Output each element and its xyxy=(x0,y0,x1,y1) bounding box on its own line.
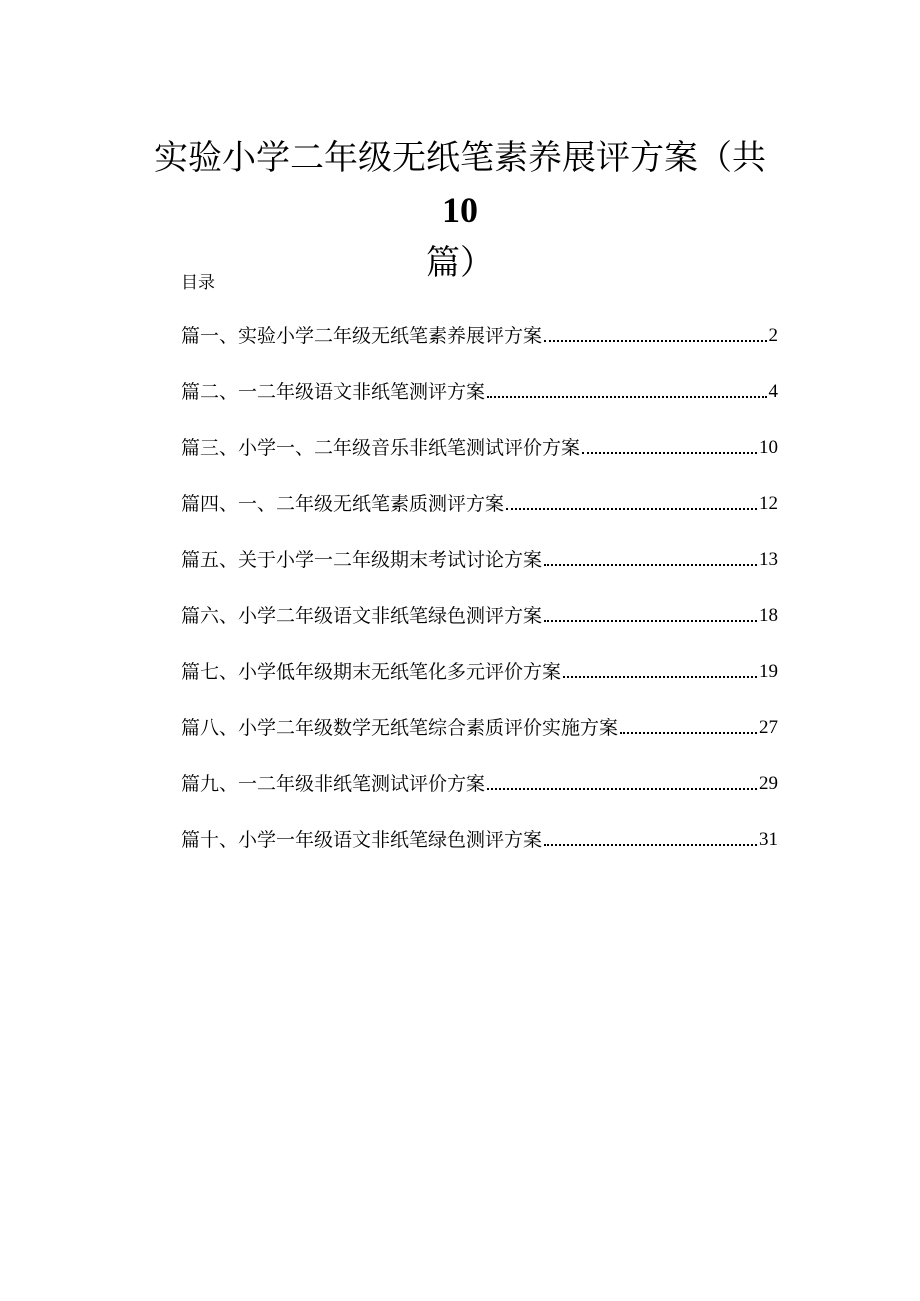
document-title-tail: 篇） xyxy=(426,243,494,283)
toc-entry-label: 篇九、一二年级非纸笔测试评价方案 xyxy=(181,773,486,795)
toc-entry-page: 2 xyxy=(768,325,778,346)
toc-entry[interactable] xyxy=(181,598,778,654)
toc-entry-page: 13 xyxy=(759,549,778,570)
toc-entry-label: 篇八、小学二年级数学无纸笔综合素质评价实施方案 xyxy=(181,717,619,739)
toc-entry[interactable] xyxy=(181,374,778,430)
toc-entry-page: 18 xyxy=(759,605,778,626)
toc-dot-leader xyxy=(487,766,757,790)
toc-entry[interactable] xyxy=(181,766,778,822)
toc-entry[interactable] xyxy=(181,430,778,486)
toc-dot-leader xyxy=(620,710,757,734)
toc-entry-label: 篇二、一二年级语文非纸笔测评方案 xyxy=(181,381,486,403)
toc-dot-leader xyxy=(544,822,757,846)
toc-dot-leader xyxy=(506,486,757,510)
toc-entry-page: 4 xyxy=(768,381,778,402)
document-title-number: 10 xyxy=(442,190,478,230)
toc-entry-page: 27 xyxy=(759,717,778,738)
toc-dot-leader xyxy=(563,654,757,678)
document-title-main: 实验小学二年级无纸笔素养展评方案（共 xyxy=(154,138,766,178)
toc-dot-leader xyxy=(487,374,766,398)
toc-dot-leader xyxy=(582,430,757,454)
toc-entry-label: 篇六、小学二年级语文非纸笔绿色测评方案 xyxy=(181,605,543,627)
toc-heading: 目录 xyxy=(181,273,215,293)
toc-entry-label: 篇一、实验小学二年级无纸笔素养展评方案 xyxy=(181,325,543,347)
toc-entry[interactable] xyxy=(181,654,778,710)
document-title xyxy=(140,132,780,289)
toc-entry-page: 19 xyxy=(759,661,778,682)
toc-dot-leader xyxy=(544,598,757,622)
toc-entry-label: 篇三、小学一、二年级音乐非纸笔测试评价方案 xyxy=(181,437,581,459)
toc-entry-page: 10 xyxy=(759,437,778,458)
toc-entry[interactable] xyxy=(181,822,778,878)
toc-entry-page: 29 xyxy=(759,773,778,794)
table-of-contents xyxy=(181,318,778,878)
toc-entry-label: 篇十、小学一年级语文非纸笔绿色测评方案 xyxy=(181,829,543,851)
toc-entry[interactable] xyxy=(181,486,778,542)
toc-dot-leader xyxy=(544,542,757,566)
toc-entry-page: 12 xyxy=(759,493,778,514)
toc-entry[interactable] xyxy=(181,710,778,766)
toc-entry-page: 31 xyxy=(759,829,778,850)
toc-entry[interactable] xyxy=(181,542,778,598)
toc-dot-leader xyxy=(544,318,766,342)
toc-entry-label: 篇七、小学低年级期末无纸笔化多元评价方案 xyxy=(181,661,562,683)
toc-entry[interactable] xyxy=(181,318,778,374)
toc-entry-label: 篇四、一、二年级无纸笔素质测评方案 xyxy=(181,493,505,515)
toc-entry-label: 篇五、关于小学一二年级期末考试讨论方案 xyxy=(181,549,543,571)
